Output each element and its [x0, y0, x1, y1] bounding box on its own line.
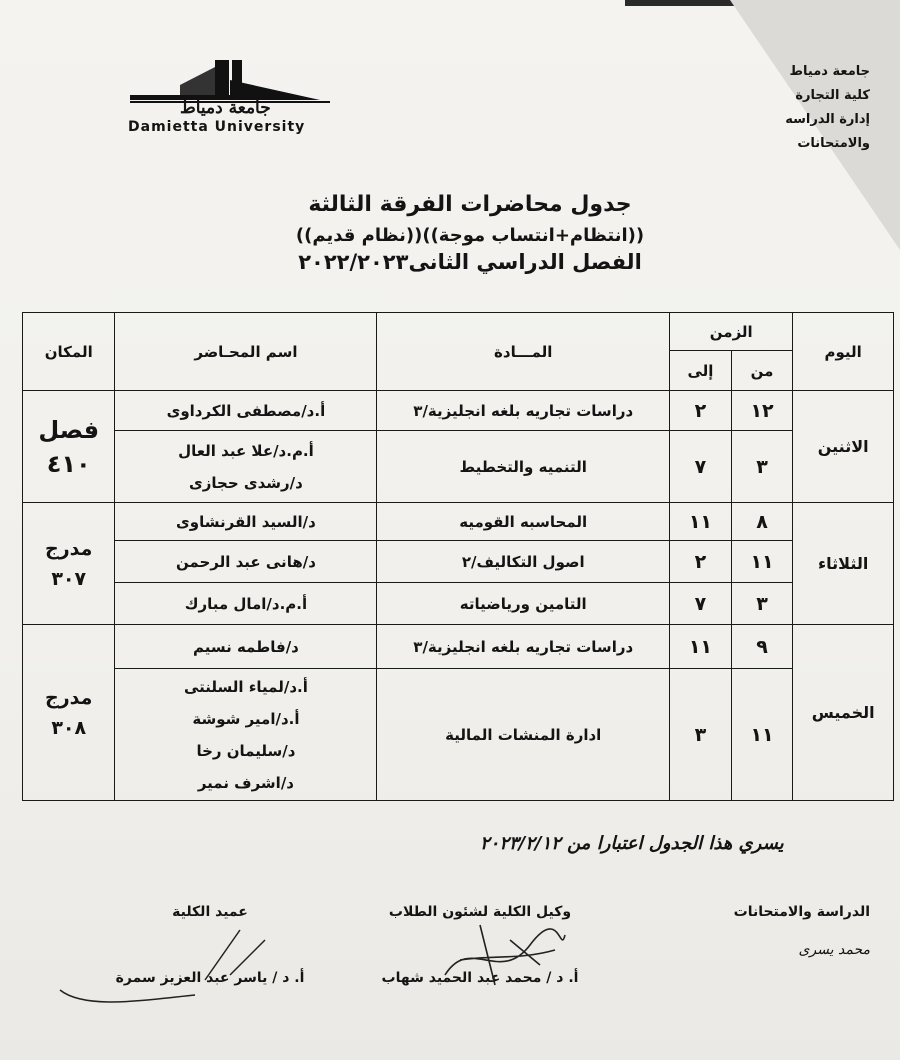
- place-cell: [23, 625, 115, 801]
- lecturer-name: د/فاطمه نسيم: [192, 637, 299, 656]
- to-cell: ٢: [670, 541, 732, 583]
- title-line-2: ((انتظام+انتساب موجة))((نظام قديم)): [295, 225, 645, 246]
- place-type: مدرج: [45, 537, 93, 560]
- from-cell: ٣: [731, 583, 793, 625]
- signature-title: وكيل الكلية لشئون الطلاب: [388, 904, 572, 920]
- signature-title: عميد الكلية: [172, 904, 248, 920]
- validity-note: يسري هذا الجدول اعتبارا من ٢٠٢٣/٢/١٢: [480, 833, 784, 854]
- header-day: اليوم: [793, 313, 894, 391]
- table-row: [23, 391, 894, 431]
- place-number: ٤١٠: [46, 449, 91, 478]
- header-from: من: [731, 351, 793, 391]
- signature-title: الدراسة والامتحانات: [733, 904, 870, 920]
- place-number: ٣٠٧: [51, 567, 87, 590]
- place-cell: [23, 391, 115, 503]
- subject-cell: دراسات تجاريه بلغه انجليزية/٣: [377, 391, 670, 431]
- dean-signature-scribble: [55, 920, 285, 1010]
- table-row: [23, 669, 894, 801]
- header-line: إدارة الدراسه والامتحانات: [785, 112, 870, 151]
- lecturer-name: د/سليمان رخا: [196, 741, 296, 760]
- subject-cell: ادارة المنشات المالية: [377, 669, 670, 801]
- from-cell: ١١: [731, 541, 793, 583]
- subject-cell: دراسات تجاريه بلغه انجليزية/٣: [377, 625, 670, 669]
- header-place: المكان: [23, 313, 115, 391]
- signature-name: أ. د / محمد عبد الحميد شهاب: [381, 970, 579, 986]
- place-type: مدرج: [45, 686, 93, 709]
- signature-name: محمد يسرى: [798, 942, 870, 958]
- lecturer-cell: [115, 541, 377, 583]
- table-row: [23, 431, 894, 503]
- faculty-header: [710, 60, 900, 156]
- lecturer-name: د/رشدى حجازى: [189, 473, 303, 492]
- from-cell: ١١: [731, 669, 793, 801]
- lecturer-name: د/السيد القرنشاوى: [176, 512, 316, 531]
- header-to: إلى: [670, 351, 732, 391]
- title-line-3: الفصل الدراسي الثانى٢٠٢٢/٢٠٢٣: [298, 250, 642, 274]
- subject-cell: التنميه والتخطيط: [377, 431, 670, 503]
- from-cell: ٣: [731, 431, 793, 503]
- lecturer-cell: [115, 431, 377, 503]
- university-name-en: Damietta University: [128, 119, 306, 135]
- to-cell: ١١: [670, 503, 732, 541]
- lecturer-cell: [115, 669, 377, 801]
- schedule-titles: [260, 192, 680, 274]
- lecturer-cell: [115, 625, 377, 669]
- from-cell: ٨: [731, 503, 793, 541]
- lecturer-cell: [115, 503, 377, 541]
- from-cell: ٩: [731, 625, 793, 669]
- subject-cell: المحاسبه القوميه: [377, 503, 670, 541]
- lecturer-name: أ.د/لمياء السلنتى: [183, 677, 308, 696]
- lecturer-name: د/اشرف نمير: [197, 773, 295, 792]
- lecturer-name: أ.د/مصطفى الكرداوى: [166, 401, 326, 420]
- day-cell: الثلاثاء: [793, 503, 894, 625]
- signature-name: أ. د / ياسر عبد العزيز سمرة: [115, 970, 305, 986]
- place-cell: [23, 503, 115, 625]
- to-cell: ١١: [670, 625, 732, 669]
- university-name-ar: جامعة دمياط: [180, 98, 271, 118]
- schedule-table: [22, 312, 894, 801]
- subject-cell: اصول التكاليف/٢: [377, 541, 670, 583]
- lecturer-name: أ.د/امير شوشة: [192, 709, 300, 728]
- table-row: [23, 583, 894, 625]
- lecturer-cell: [115, 583, 377, 625]
- place-number: ٣٠٨: [51, 716, 87, 739]
- signature-block-studies: [700, 904, 870, 958]
- title-line-1: جدول محاضرات الفرقة الثالثة: [308, 192, 632, 217]
- header-time: الزمن: [670, 313, 793, 351]
- to-cell: ٢: [670, 391, 732, 431]
- lecturer-name: د/هانى عبد الرحمن: [175, 552, 316, 571]
- day-cell: الاثنين: [793, 391, 894, 503]
- subject-cell: التامين ورياضياته: [377, 583, 670, 625]
- lecturer-cell: [115, 391, 377, 431]
- header-line: كلية التجارة: [795, 88, 870, 103]
- table-row: [23, 625, 894, 669]
- to-cell: ٧: [670, 431, 732, 503]
- to-cell: ٧: [670, 583, 732, 625]
- lecturer-name: أ.م.د/علا عبد العال: [178, 441, 314, 460]
- header-lecturer: اسم المحـاضر: [115, 313, 377, 391]
- lecturer-name: أ.م.د/امال مبارك: [184, 594, 308, 613]
- place-type: فصل: [38, 415, 100, 444]
- to-cell: ٣: [670, 669, 732, 801]
- table-row: [23, 541, 894, 583]
- header-subject: المـــادة: [377, 313, 670, 391]
- header-line: جامعة دمياط: [789, 64, 870, 79]
- from-cell: ١٢: [731, 391, 793, 431]
- day-cell: الخميس: [793, 625, 894, 801]
- table-row: [23, 503, 894, 541]
- vice-dean-signature-scribble: [440, 915, 570, 990]
